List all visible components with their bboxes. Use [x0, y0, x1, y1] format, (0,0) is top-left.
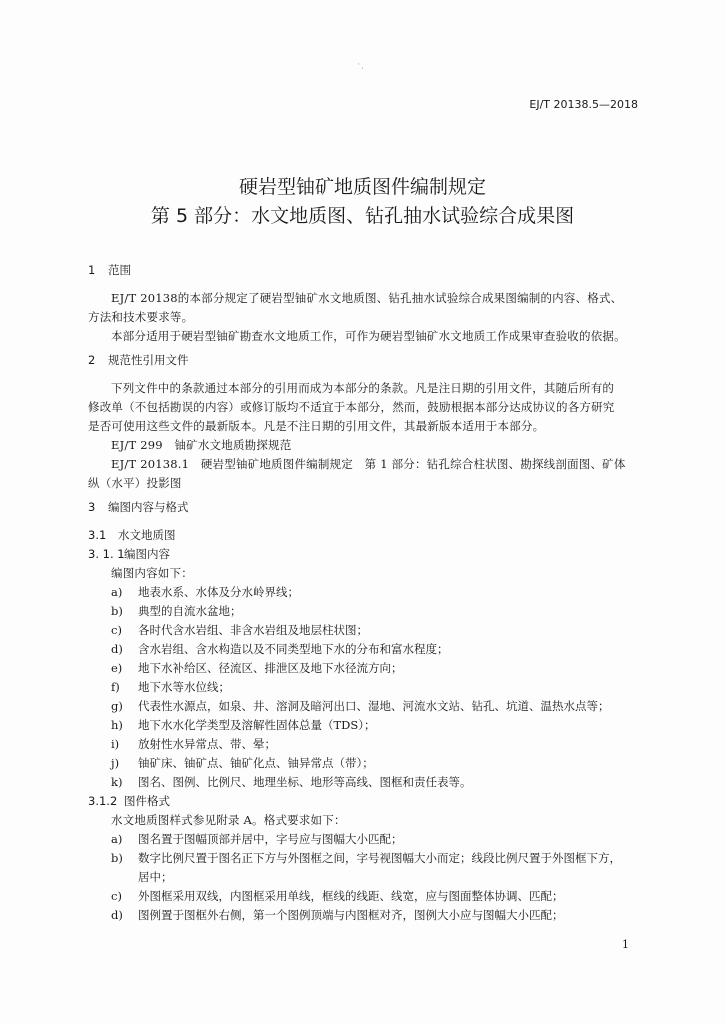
section-2-heading: [88, 352, 189, 368]
section-number: 3.1.2: [88, 794, 118, 808]
section-number: 3: [88, 500, 96, 514]
list-text: 图例置于图框外右侧，第一个图例顶端与内图框对齐，图例大小应与图幅大小匹配；: [138, 908, 564, 922]
list-label: h): [111, 718, 123, 732]
list-text: 地下水补给区、径流区、排泄区及地下水径流方向；: [138, 661, 403, 675]
list-text: 各时代含水岩组、非含水岩组及地层柱状图；: [138, 623, 368, 637]
section-number: 3. 1. 1: [88, 547, 125, 561]
subsection-3-1-heading: [88, 527, 176, 543]
list-label: b): [111, 604, 123, 618]
list-label: g): [111, 699, 123, 713]
list-label: i): [111, 737, 120, 751]
list-item: [111, 698, 610, 714]
list-text: 典型的自流水盆地；: [138, 604, 242, 618]
list-text: 地表水系、水体及分水岭界线；: [138, 585, 299, 599]
list-text: 地下水水化学类型及溶解性固体总量（TDS）；: [138, 718, 376, 732]
paragraph: EJ/T 20138的本部分规定了硬岩型铀矿水文地质图、钻孔抽水试验综合成果图编制的内容、格式、: [111, 291, 623, 305]
list-item: [111, 584, 299, 600]
list-label: c): [111, 623, 122, 637]
list-label: b): [111, 851, 123, 865]
list-item: [111, 774, 472, 790]
list-item: [111, 660, 403, 676]
section-title: 编图内容与格式: [108, 500, 189, 514]
subsection-3-1-2-heading: [88, 793, 170, 809]
list-label: e): [111, 661, 123, 675]
list-label: a): [111, 585, 123, 599]
list-label: f): [111, 680, 120, 694]
list-text: 图名置于图幅顶部并居中，字号应与图幅大小匹配；: [138, 832, 403, 846]
list-item: [111, 641, 449, 657]
section-3-heading: [88, 499, 189, 515]
list-text: 数字比例尺置于图名正下方与外图框之间，字号视图幅大小而定；线段比例尺置于外图框下方，: [138, 851, 621, 865]
document-subtitle: 第 5 部分：水文地质图、钻孔抽水试验综合成果图: [150, 205, 575, 227]
paragraph: 是否可使用这些文件的最新版本。凡是不注日期的引用文件，其最新版本适用于本部分。: [88, 419, 545, 433]
reference-item-continued: 纵（水平）投影图: [88, 476, 182, 490]
document-title: 硬岩型铀矿地质图件编制规定: [238, 176, 486, 198]
list-label: c): [111, 889, 122, 903]
list-label: d): [111, 642, 123, 656]
list-item: [111, 717, 376, 733]
list-text: 铀矿床、铀矿点、铀矿化点、铀异常点（带）；: [138, 756, 374, 770]
list-item: [111, 679, 230, 695]
section-number: 1: [88, 263, 96, 277]
list-text: 含水岩组、含水构造以及不同类型地下水的分布和富水程度；: [138, 642, 449, 656]
list-text: 图名、图例、比例尺、地理坐标、地形等高线、图框和责任表等。: [138, 775, 472, 789]
section-number: 3.1: [88, 528, 107, 542]
list-label: k): [111, 775, 123, 789]
list-item: [111, 888, 564, 904]
subsection-3-1-1-heading: [88, 546, 170, 562]
standard-code: EJ/T 20138.5—2018: [529, 98, 638, 111]
reference-item: EJ/T 299 铀矿水文地质勘探规范: [111, 438, 292, 452]
list-label: d): [111, 908, 123, 922]
section-title: 水文地质图: [118, 528, 176, 542]
list-item: [111, 755, 374, 771]
list-item: [111, 622, 368, 638]
list-text: 放射性水异常点、带、晕；: [138, 737, 276, 751]
list-item: [111, 907, 564, 923]
paragraph: 编图内容如下：: [111, 566, 193, 580]
list-item: [111, 736, 276, 752]
list-item: [111, 831, 403, 847]
paragraph: 方法和技术要求等。: [88, 310, 194, 324]
list-text: 外图框采用双线，内图框采用单线，框线的线距、线宽，应与图面整体协调、匹配；: [138, 889, 564, 903]
list-text: 代表性水源点，如泉、井、溶洞及暗河出口、湿地、河流水文站、钻孔、坑道、温热水点等；: [138, 699, 610, 713]
paragraph: 本部分适用于硬岩型铀矿勘查水文地质工作，可作为硬岩型铀矿水文地质工作成果审查验收的依据。: [111, 329, 626, 343]
section-1-heading: [88, 262, 131, 278]
section-title: 编图内容: [124, 547, 170, 561]
section-title: 规范性引用文件: [108, 353, 189, 367]
paragraph: 修改单（不包括勘误的内容）或修订版均不适宜于本部分，然而，鼓励根据本部分达成协议的各方研究: [88, 400, 615, 414]
list-label: j): [111, 756, 120, 770]
list-text: 地下水等水位线；: [138, 680, 230, 694]
section-title: 范围: [108, 263, 131, 277]
scan-mark: ' ,: [358, 63, 364, 70]
reference-item: EJ/T 20138.1 硬岩型铀矿地质图件编制规定 第 1 部分：钻孔综合柱状图、勘探线剖面图、矿体: [111, 457, 626, 471]
list-item-continued: 居中；: [138, 870, 173, 884]
paragraph: 水文地质图样式参见附录 A。格式要求如下：: [111, 813, 346, 827]
section-title: 图件格式: [124, 794, 170, 808]
list-item: [111, 603, 242, 619]
list-label: a): [111, 832, 123, 846]
paragraph: 下列文件中的条款通过本部分的引用而成为本部分的条款。凡是注日期的引用文件，其随后所有的: [111, 381, 615, 395]
section-number: 2: [88, 353, 96, 367]
page-number: 1: [622, 938, 629, 951]
list-item: [111, 850, 621, 866]
